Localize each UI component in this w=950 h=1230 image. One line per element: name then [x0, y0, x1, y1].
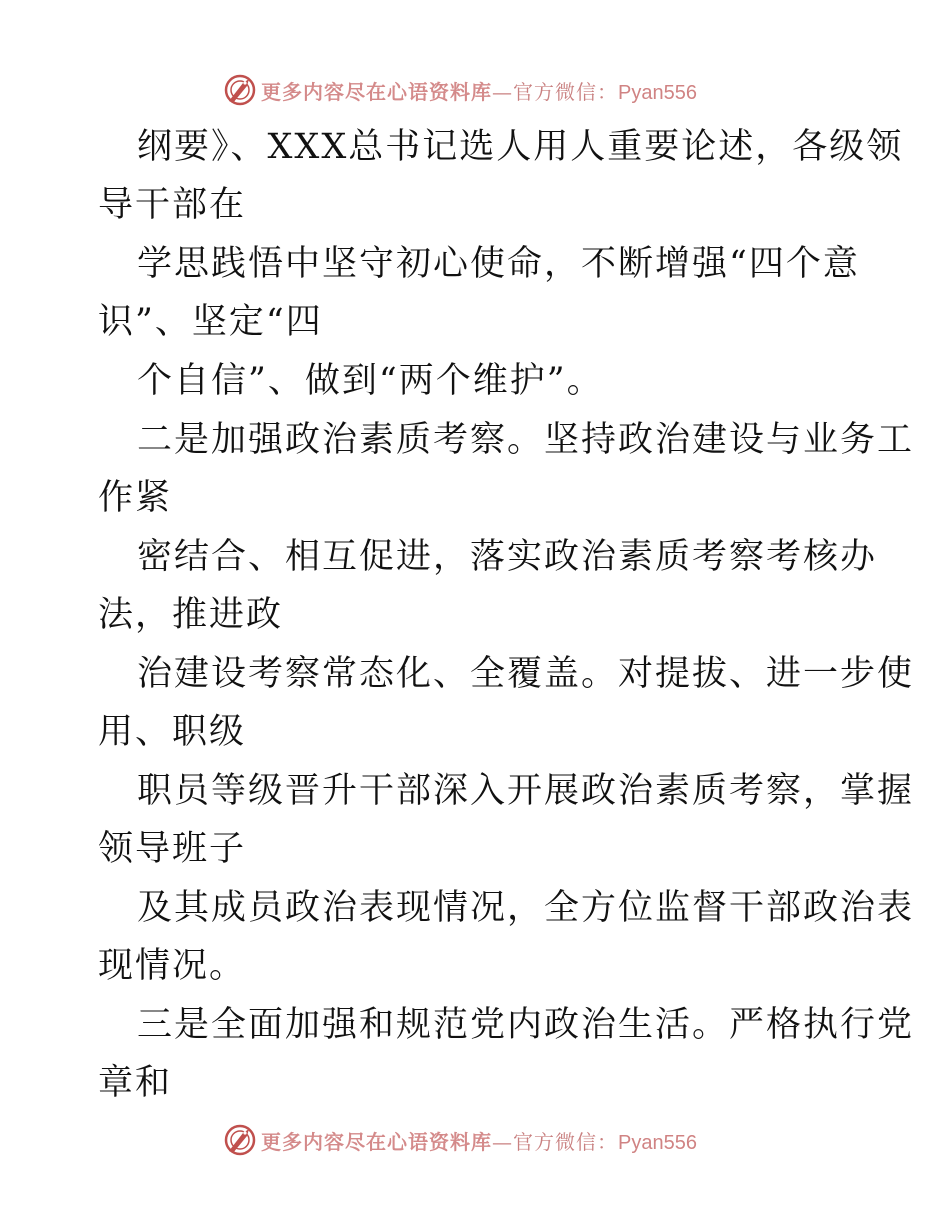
body-line: 识”、坚定“四	[98, 302, 323, 342]
banner-title: 更多内容尽在心语资料库	[261, 1129, 493, 1154]
body-line: 三是全面加强和规范党内政治生活。严格执行党	[137, 1005, 915, 1045]
body-line: 密结合、相互促进，落实政治素质考察考核办	[137, 537, 878, 577]
banner-wechat-label: 官方微信：	[513, 1129, 619, 1154]
body-line: 领导班子	[98, 829, 247, 869]
pen-nib-logo-icon	[223, 73, 257, 107]
body-line: 章和	[98, 1063, 173, 1103]
banner-separator: —	[492, 79, 514, 104]
body-line: 学思践悟中坚守初心使命，不断增强“四个意	[137, 244, 860, 284]
body-line: 职员等级晋升干部深入开展政治素质考察，掌握	[137, 771, 915, 811]
pen-nib-logo-icon	[223, 1123, 257, 1157]
body-line: 法，推进政	[98, 595, 284, 635]
body-line: 及其成员政治表现情况，全方位监督干部政治表	[137, 888, 915, 928]
body-line: 治建设考察常态化、全覆盖。对提拔、进一步使	[137, 654, 915, 694]
banner-wechat-id: Pyan556	[618, 1131, 697, 1154]
body-line: 纲要》、XXX总书记选人用人重要论述，各级领	[137, 127, 904, 167]
body-line: 现情况。	[98, 946, 247, 986]
banner-title: 更多内容尽在心语资料库	[261, 79, 493, 104]
body-line: 二是加强政治素质考察。坚持政治建设与业务工	[137, 420, 915, 460]
body-line: 用、职级	[98, 712, 247, 752]
banner-separator: —	[492, 1129, 514, 1154]
banner-wechat-id: Pyan556	[618, 81, 697, 104]
footer-banner	[0, 1120, 950, 1160]
header-banner	[0, 70, 950, 110]
banner-wechat-label: 官方微信：	[513, 79, 619, 104]
body-line: 导干部在	[98, 185, 247, 225]
body-line: 作紧	[98, 478, 173, 518]
body-line: 个自信”、做到“两个维护”。	[137, 361, 604, 401]
